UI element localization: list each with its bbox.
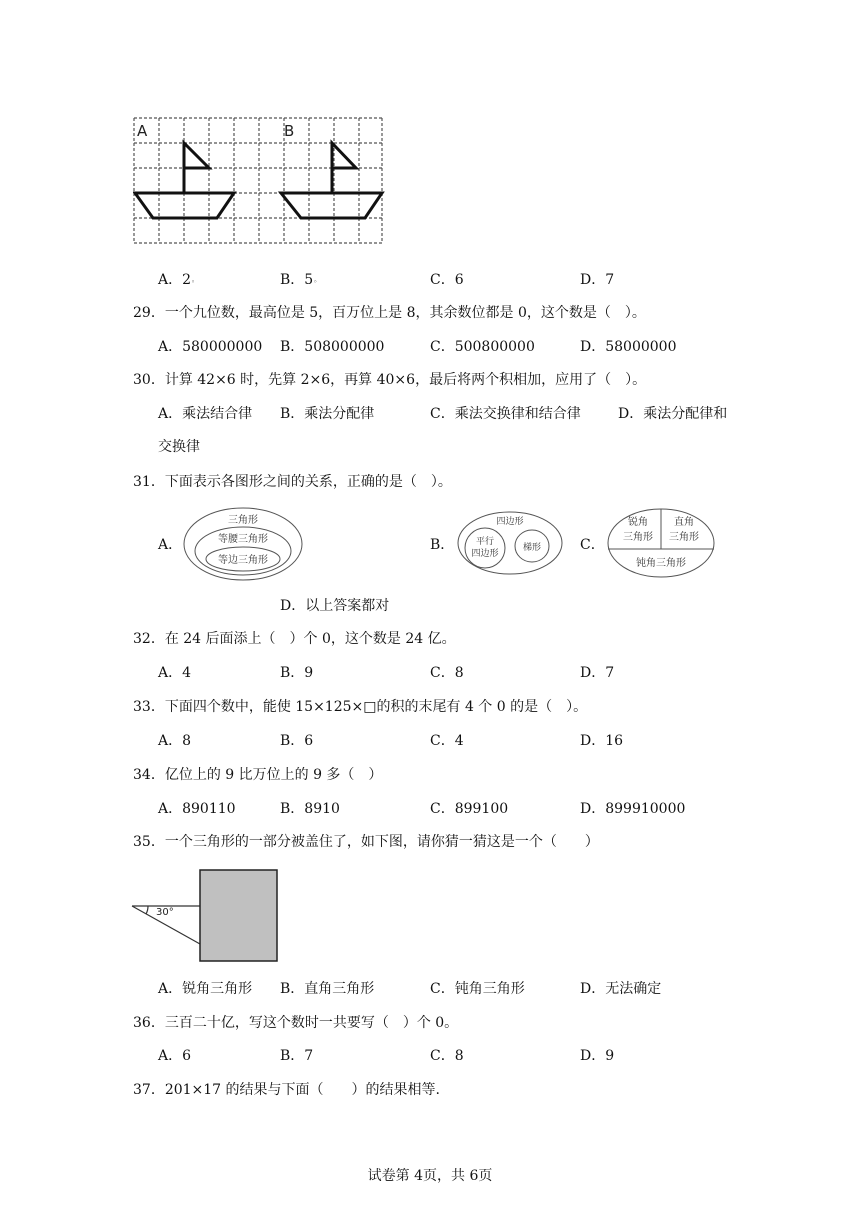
q31-figure-c-triangles xyxy=(606,507,716,579)
q35-option-c[interactable]: C．钝角三角形 xyxy=(430,981,525,997)
q30-stem: 30．计算 42×6 时，先算 2×6，再算 40×6，最后将两个积相加，应用了（ ）。 xyxy=(133,372,647,388)
q32-option-d[interactable]: D．7 xyxy=(580,665,615,681)
q28-option-d[interactable]: D．7 xyxy=(580,272,615,288)
q34-option-b[interactable]: B．8910 xyxy=(280,801,340,817)
q32-stem: 32．在 24 后面添上（ ）个 0，这个数是 24 亿。 xyxy=(133,631,456,647)
q31-option-d[interactable]: D．以上答案都对 xyxy=(280,598,390,614)
q31-option-a[interactable]: A． xyxy=(158,537,183,553)
fig-c-tl-label-1: 锐角 xyxy=(628,517,648,528)
q34-option-c[interactable]: C．899100 xyxy=(430,801,509,817)
fig-c-tr-label-2: 三角形 xyxy=(669,532,699,543)
q37-stem: 37．201×17 的结果与下面（ ）的结果相等. xyxy=(133,1082,440,1098)
q36-option-a[interactable]: A．6 xyxy=(158,1048,192,1064)
q33-option-a[interactable]: A．8 xyxy=(158,733,192,749)
boat-grid-figure xyxy=(133,117,385,245)
covered-triangle-figure xyxy=(130,868,282,964)
q31-stem: 31．下面表示各图形之间的关系，正确的是（ ）。 xyxy=(133,474,452,490)
q33-stem: 33．下面四个数中，能使 15×125×□的积的末尾有 4 个 0 的是（ ）。 xyxy=(133,699,588,715)
q36-option-b[interactable]: B．7 xyxy=(280,1048,314,1064)
q31-figure-b-quadrilaterals xyxy=(456,510,564,576)
fig-b-right-label: 梯形 xyxy=(522,543,542,553)
q36-stem: 36．三百二十亿，写这个数时一共要写（ ）个 0。 xyxy=(133,1015,459,1031)
q35-option-d[interactable]: D．无法确定 xyxy=(580,981,662,997)
q29-option-b[interactable]: B．508000000 xyxy=(280,339,385,355)
q32-option-a[interactable]: A．4 xyxy=(158,665,192,681)
q28-option-b[interactable]: B．5◦ xyxy=(280,272,318,288)
q34-option-a[interactable]: A．890110 xyxy=(158,801,236,817)
q31-option-b[interactable]: B． xyxy=(430,537,455,553)
q31-option-c[interactable]: C． xyxy=(580,537,605,553)
q29-option-a[interactable]: A．580000000 xyxy=(158,339,263,355)
q36-option-d[interactable]: D．9 xyxy=(580,1048,615,1064)
fig-c-tr-label-1: 直角 xyxy=(674,517,694,528)
fig-b-outer-label: 四边形 xyxy=(496,517,524,527)
grid-label-a: A xyxy=(137,122,148,140)
q29-option-d[interactable]: D．58000000 xyxy=(580,339,677,355)
fig-b-left-label-1: 平行 xyxy=(475,537,495,547)
angle-label: 30° xyxy=(156,907,174,918)
q35-option-a[interactable]: A．锐角三角形 xyxy=(158,981,253,997)
q32-option-c[interactable]: C．8 xyxy=(430,665,464,681)
page-footer: 试卷第 4页，共 6页 xyxy=(367,1168,493,1184)
fig-c-bottom-label: 钝角三角形 xyxy=(636,558,686,569)
fig-c-tl-label-2: 三角形 xyxy=(623,532,653,543)
fig-a-outer-label: 三角形 xyxy=(228,515,258,526)
q34-stem: 34．亿位上的 9 比万位上的 9 多（ ） xyxy=(133,767,383,783)
fig-b-left-label-2: 四边形 xyxy=(471,549,499,559)
q28-option-c[interactable]: C．6 xyxy=(430,272,464,288)
q33-option-b[interactable]: B．6 xyxy=(280,733,314,749)
q30-option-a[interactable]: A．乘法结合律 xyxy=(158,406,253,422)
q30-option-d-continuation: 交换律 xyxy=(158,439,200,455)
q30-option-d[interactable]: D．乘法分配律和 xyxy=(618,406,728,422)
q35-option-b[interactable]: B．直角三角形 xyxy=(280,981,375,997)
q31-figure-a-nested-ellipses xyxy=(182,506,304,582)
q35-stem: 35．一个三角形的一部分被盖住了，如下图，请你猜一猜这是一个（ ） xyxy=(133,834,599,850)
q30-option-c[interactable]: C．乘法交换律和结合律 xyxy=(430,406,581,422)
q33-option-c[interactable]: C．4 xyxy=(430,733,464,749)
q34-option-d[interactable]: D．899910000 xyxy=(580,801,686,817)
fig-a-inner-label: 等边三角形 xyxy=(218,555,268,566)
q33-option-d[interactable]: D．16 xyxy=(580,733,624,749)
q29-stem: 29．一个九位数，最高位是 5，百万位上是 8，其余数位都是 0，这个数是（ ）。 xyxy=(133,305,646,321)
q29-option-c[interactable]: C．500800000 xyxy=(430,339,535,355)
fig-a-middle-label: 等腰三角形 xyxy=(218,534,268,545)
q28-option-a[interactable]: A．2◦ xyxy=(158,272,196,288)
q30-option-b[interactable]: B．乘法分配律 xyxy=(280,406,375,422)
grid-label-b: B xyxy=(284,122,295,140)
q36-option-c[interactable]: C．8 xyxy=(430,1048,464,1064)
q32-option-b[interactable]: B．9 xyxy=(280,665,314,681)
